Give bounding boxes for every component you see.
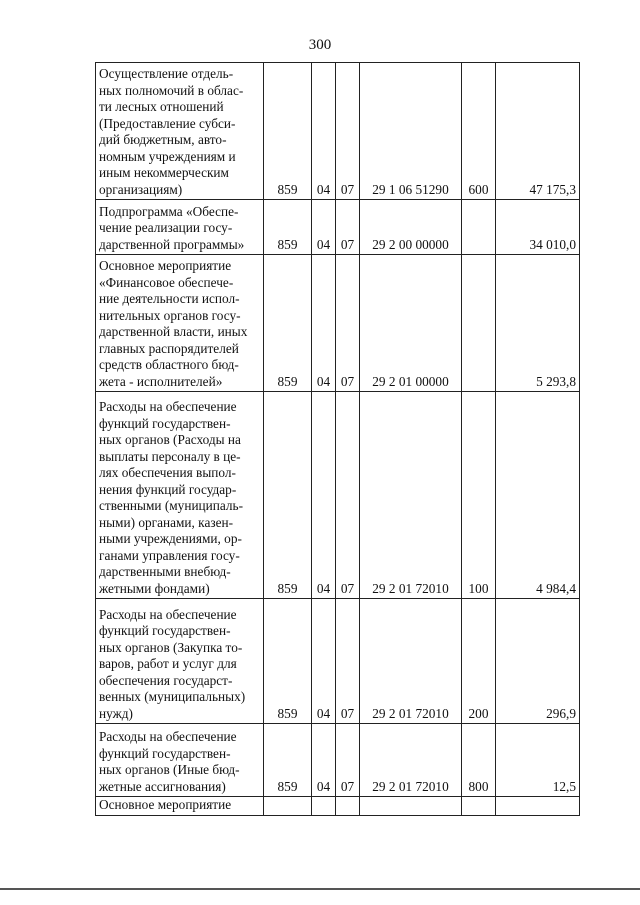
row-section: 04 <box>312 599 336 724</box>
row-name: Расходы на обеспечение функций государствен- ных органов (Иные бюд- жетные ассигнования) <box>96 724 264 797</box>
row-code: 859 <box>264 392 312 599</box>
row-expense-type: 600 <box>462 63 496 200</box>
table-row <box>96 599 580 724</box>
row-expense-type: 800 <box>462 724 496 797</box>
row-subsection: 07 <box>336 392 360 599</box>
page-number: 300 <box>308 37 332 53</box>
row-amount: 47 175,3 <box>496 63 580 200</box>
row-name: Основное мероприятие «Финансовое обеспече- ние деятельности испол- нительных органов госу- дарственной власти, иных главных распорядителей средств областного бюд- жета - исполнителей» <box>96 255 264 392</box>
row-section: 04 <box>312 255 336 392</box>
row-subsection: 07 <box>336 724 360 797</box>
row-subsection: 07 <box>336 200 360 255</box>
row-target-article: 29 2 00 00000 <box>360 200 462 255</box>
row-section: 04 <box>312 63 336 200</box>
table-row <box>96 200 580 255</box>
row-expense-type <box>462 797 496 816</box>
table-row <box>96 63 580 200</box>
row-code: 859 <box>264 724 312 797</box>
table-row <box>96 797 580 816</box>
row-code: 859 <box>264 200 312 255</box>
row-amount: 5 293,8 <box>496 255 580 392</box>
row-subsection <box>336 797 360 816</box>
page-bottom-divider <box>0 888 640 890</box>
row-name: Расходы на обеспечение функций государствен- ных органов (Закупка то- варов, работ и услуг для обеспечения государст- венных (муниципальных) нужд) <box>96 599 264 724</box>
row-section <box>312 797 336 816</box>
row-code <box>264 797 312 816</box>
row-target-article: 29 2 01 72010 <box>360 392 462 599</box>
row-target-article <box>360 797 462 816</box>
row-target-article: 29 2 01 72010 <box>360 724 462 797</box>
row-code: 859 <box>264 599 312 724</box>
row-expense-type <box>462 255 496 392</box>
row-amount: 12,5 <box>496 724 580 797</box>
row-amount: 34 010,0 <box>496 200 580 255</box>
row-amount: 296,9 <box>496 599 580 724</box>
row-expense-type <box>462 200 496 255</box>
row-section: 04 <box>312 724 336 797</box>
row-name: Подпрограмма «Обеспе- чение реализации госу- дарственной программы» <box>96 200 264 255</box>
row-target-article: 29 2 01 72010 <box>360 599 462 724</box>
row-expense-type: 200 <box>462 599 496 724</box>
table-row <box>96 392 580 599</box>
table-row <box>96 255 580 392</box>
row-name: Основное мероприятие <box>96 797 264 816</box>
row-section: 04 <box>312 392 336 599</box>
row-section: 04 <box>312 200 336 255</box>
row-subsection: 07 <box>336 599 360 724</box>
row-subsection: 07 <box>336 63 360 200</box>
row-expense-type: 100 <box>462 392 496 599</box>
budget-table <box>95 62 580 816</box>
row-subsection: 07 <box>336 255 360 392</box>
table-row <box>96 724 580 797</box>
row-code: 859 <box>264 63 312 200</box>
row-name: Расходы на обеспечение функций государствен- ных органов (Расходы на выплаты персоналу в це- лях обеспечения выпол- нения функций государ- ственными (муниципаль- ными) органами, казен- ными учреждениями, ор- ганами управления госу- дарственными внебюд- жетными фондами) <box>96 392 264 599</box>
row-amount: 4 984,4 <box>496 392 580 599</box>
row-target-article: 29 1 06 51290 <box>360 63 462 200</box>
row-target-article: 29 2 01 00000 <box>360 255 462 392</box>
row-amount <box>496 797 580 816</box>
row-code: 859 <box>264 255 312 392</box>
row-name: Осуществление отдель- ных полномочий в облас- ти лесных отношений (Предоставление субси- дий бюджетным, авто- номным учреждениям и иным некоммерческим организациям) <box>96 63 264 200</box>
